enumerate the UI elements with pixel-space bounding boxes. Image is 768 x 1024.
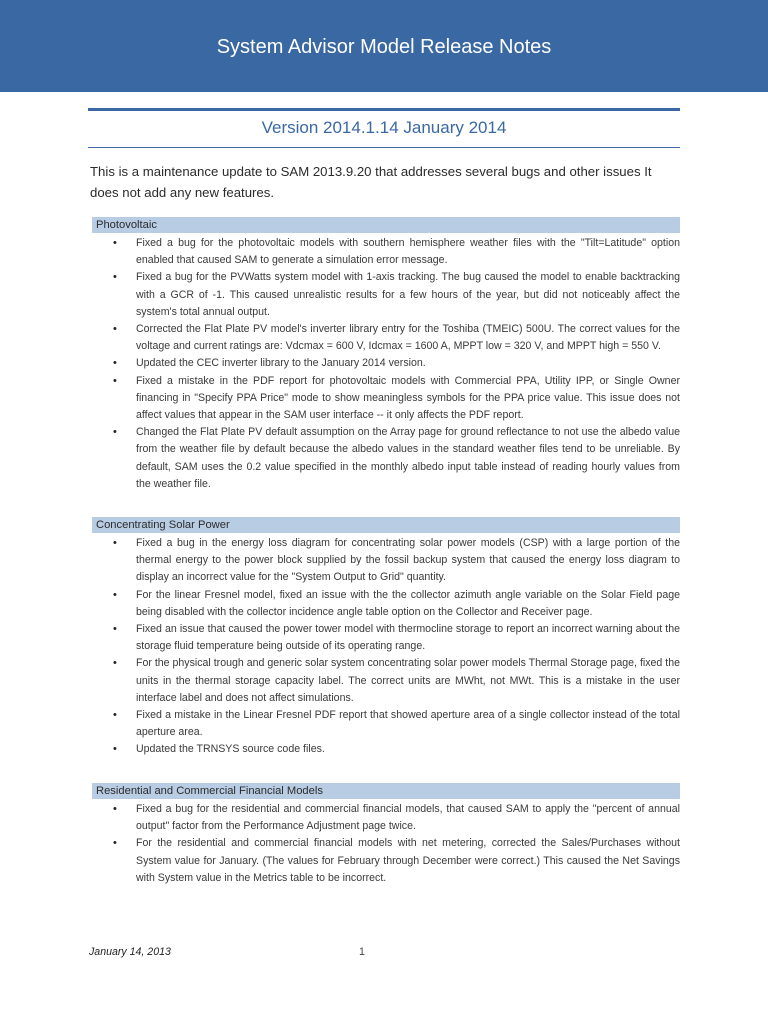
header-banner [0, 0, 768, 92]
list-item: • Fixed a bug for the residential and commercial financial models, that caused SAM to apply the "percent of annual output" factor from the Performance Adjustment page twice. [92, 801, 680, 835]
section-concentrating-solar-power [92, 517, 680, 759]
list-item: • Fixed a bug in the energy loss diagram for concentrating solar power models (CSP) with a large portion of the thermal energy to the power block supplied by the fossil backup system that caused the energy loss diagram to display an incorrect value for the "System Output to Grid" quantity. [92, 535, 680, 587]
list-item: • Fixed a bug for the photovoltaic models with southern hemisphere weather files with the "Tilt=Latitude" option enabled that caused SAM to generate a simulation error message. [92, 235, 680, 269]
version-heading-block [88, 108, 680, 148]
page-number: 1 [359, 946, 365, 958]
intro-paragraph: This is a maintenance update to SAM 2013.9.20 that addresses several bugs and other issues It does not add any new features. [90, 164, 652, 200]
footer-date: January 14, 2013 [89, 946, 171, 958]
list-item: • Fixed a bug for the PVWatts system model with 1-axis tracking. The bug caused the model to enable backtracking with a GCR of -1. This caused unrealistic results for a few hours of the year, but did not noticeably affect the system's total annual output. [92, 269, 680, 321]
list-item: • For the physical trough and generic solar system concentrating solar power models Thermal Storage page, fixed the units in the thermal storage capacity label. The correct units are MWht, not MWt. This is a mistake in the user interface label and does not affect simulations. [92, 655, 680, 707]
list-item: • Corrected the Flat Plate PV model's inverter library entry for the Toshiba (TMEIC) 500U. The correct values for the voltage and current ratings are: Vdcmax = 600 V, Idcmax = 1600 A, MPPT low = 320 V, and MPPT high = 550 V. [92, 321, 680, 355]
list-item: • Changed the Flat Plate PV default assumption on the Array page for ground reflectance to not use the albedo value from the weather file by default because the albedo values in the standard weather files tend to be unreliable. By default, SAM uses the 0.2 value specified in the monthly albedo input table instead of reading hourly values from the weather file. [92, 424, 680, 493]
bullet-list [92, 801, 680, 887]
document-title: System Advisor Model Release Notes [216, 36, 552, 58]
list-item: • Updated the CEC inverter library to the January 2014 version. [92, 355, 680, 372]
version-title: Version 2014.1.14 January 2014 [261, 118, 507, 137]
section-residential-commercial-financial [92, 783, 680, 887]
list-item: • For the linear Fresnel model, fixed an issue with the the collector azimuth angle variable on the Solar Field page being disabled with the collector incidence angle table option on the Collector and Receiver page. [92, 587, 680, 621]
list-item: • Fixed a mistake in the Linear Fresnel PDF report that showed aperture area of a single collector instead of the total aperture area. [92, 707, 680, 741]
list-item: • Updated the TRNSYS source code files. [92, 741, 680, 758]
bullet-list [92, 535, 680, 759]
list-item: • For the residential and commercial financial models with net metering, corrected the Sales/Purchases without System value for January. (The values for February through December were correct.) This caused the Net Savings with System value in the Metrics table to be incorrect. [92, 835, 680, 887]
list-item: • Fixed a mistake in the PDF report for photovoltaic models with Commercial PPA, Utility IPP, or Single Owner financing in "Specify PPA Price" mode to show meaningless symbols for the PPA price value. This issue does not affect values that appear in the SAM user interface -- it only affects the PDF report. [92, 373, 680, 425]
section-photovoltaic [92, 217, 680, 493]
list-item: • Fixed an issue that caused the power tower model with thermocline storage to report an incorrect warning about the storage fluid temperature being outside of its operating range. [92, 621, 680, 655]
section-heading: Photovoltaic [92, 217, 680, 233]
bullet-list [92, 235, 680, 493]
section-heading: Residential and Commercial Financial Models [92, 783, 680, 799]
section-heading: Concentrating Solar Power [92, 517, 680, 533]
